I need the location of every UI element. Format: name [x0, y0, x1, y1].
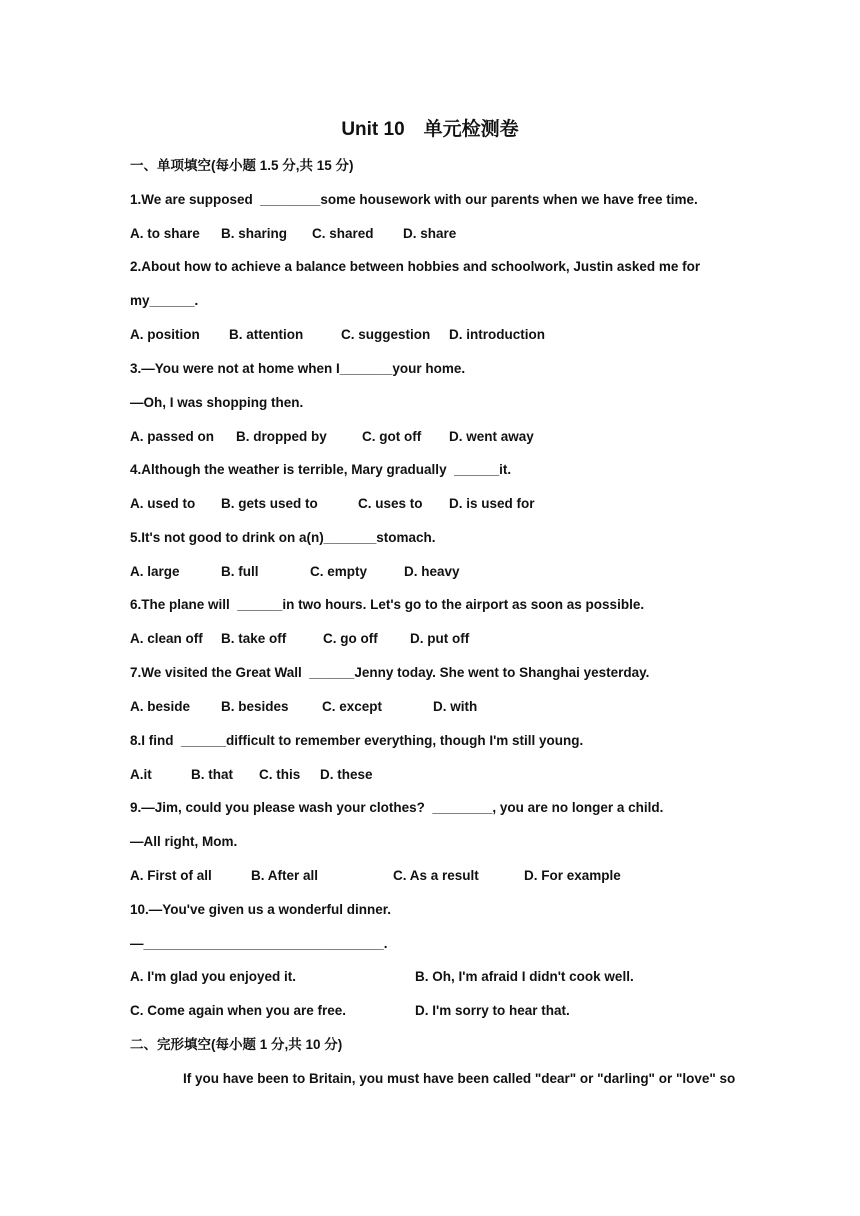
question-10-option-b: B. Oh, I'm afraid I didn't cook well. — [415, 969, 634, 984]
question-3-option-a: A. passed on — [130, 429, 215, 444]
question-8-option-b: B. that — [191, 767, 233, 782]
question-5-stem: 5.It's not good to drink on a(n)_______stomach. — [130, 530, 436, 545]
question-3-reply: —Oh, I was shopping then. — [130, 395, 304, 410]
page-title: Unit 10 单元检测卷 — [341, 119, 519, 140]
question-3-option-b: B. dropped by — [236, 429, 327, 444]
question-6-option-c: C. go off — [323, 631, 378, 646]
question-9-option-c: C. As a result — [393, 868, 479, 883]
question-2-option-d: D. introduction — [449, 327, 545, 342]
section-heading-cloze: 二、完形填空(每小题 1 分,共 10 分) — [130, 1037, 343, 1052]
question-9-option-a: A. First of all — [130, 868, 212, 883]
question-8-option-a: A.it — [130, 767, 152, 782]
question-9-option-b: B. After all — [251, 868, 319, 883]
question-6-option-d: D. put off — [410, 631, 470, 646]
question-2-stem-continued: my______. — [130, 293, 199, 308]
question-9-reply: —All right, Mom. — [130, 834, 238, 849]
question-2-option-a: A. position — [130, 327, 200, 342]
question-10-option-a: A. I'm glad you enjoyed it. — [130, 969, 296, 984]
question-10-option-c: C. Come again when you are free. — [130, 1003, 347, 1018]
question-7-option-a: A. beside — [130, 699, 191, 714]
question-9-stem: 9.—Jim, could you please wash your clothes? ________, you are no longer a child. — [130, 800, 664, 815]
question-7-option-b: B. besides — [221, 699, 289, 714]
question-5-option-a: A. large — [130, 564, 180, 579]
question-7-option-c: C. except — [322, 699, 383, 714]
question-2-option-c: C. suggestion — [341, 327, 431, 342]
question-4-option-a: A. used to — [130, 496, 196, 511]
question-7-stem: 7.We visited the Great Wall ______Jenny today. She went to Shanghai yesterday. — [130, 665, 650, 680]
question-8-option-c: C. this — [259, 767, 301, 782]
question-4-option-b: B. gets used to — [221, 496, 318, 511]
question-7-option-d: D. with — [433, 699, 478, 714]
question-9-option-d: D. For example — [524, 868, 621, 883]
question-5-option-c: C. empty — [310, 564, 368, 579]
question-1-stem: 1.We are supposed ________some housework with our parents when we have free time. — [130, 192, 698, 207]
question-6-stem: 6.The plane will ______in two hours. Let's go to the airport as soon as possible. — [130, 597, 645, 612]
question-2-option-b: B. attention — [229, 327, 304, 342]
question-2-stem: 2.About how to achieve a balance between hobbies and schoolwork, Justin asked me for — [130, 259, 701, 274]
question-3-option-d: D. went away — [449, 429, 534, 444]
question-8-stem: 8.I find ______difficult to remember everything, though I'm still young. — [130, 733, 584, 748]
question-1-option-d: D. share — [403, 226, 457, 241]
question-5-option-b: B. full — [221, 564, 259, 579]
question-4-option-c: C. uses to — [358, 496, 423, 511]
question-6-option-b: B. take off — [221, 631, 287, 646]
question-4-option-d: D. is used for — [449, 496, 535, 511]
question-8-option-d: D. these — [320, 767, 373, 782]
question-10-option-d: D. I'm sorry to hear that. — [415, 1003, 570, 1018]
question-5-option-d: D. heavy — [404, 564, 460, 579]
question-1-option-b: B. sharing — [221, 226, 288, 241]
question-3-option-c: C. got off — [362, 429, 422, 444]
section-heading-single-choice: 一、单项填空(每小题 1.5 分,共 15 分) — [130, 158, 354, 173]
passage-first-line: If you have been to Britain, you must have been called "dear" or "darling" or "love" so — [183, 1071, 736, 1086]
question-1-option-c: C. shared — [312, 226, 374, 241]
question-10-stem: 10.—You've given us a wonderful dinner. — [130, 902, 392, 917]
question-3-stem: 3.—You were not at home when I_______your home. — [130, 361, 466, 376]
question-10-answer-blank: —________________________________. — [130, 936, 388, 951]
question-4-stem: 4.Although the weather is terrible, Mary gradually ______it. — [130, 462, 512, 477]
question-6-option-a: A. clean off — [130, 631, 203, 646]
question-1-option-a: A. to share — [130, 226, 200, 241]
